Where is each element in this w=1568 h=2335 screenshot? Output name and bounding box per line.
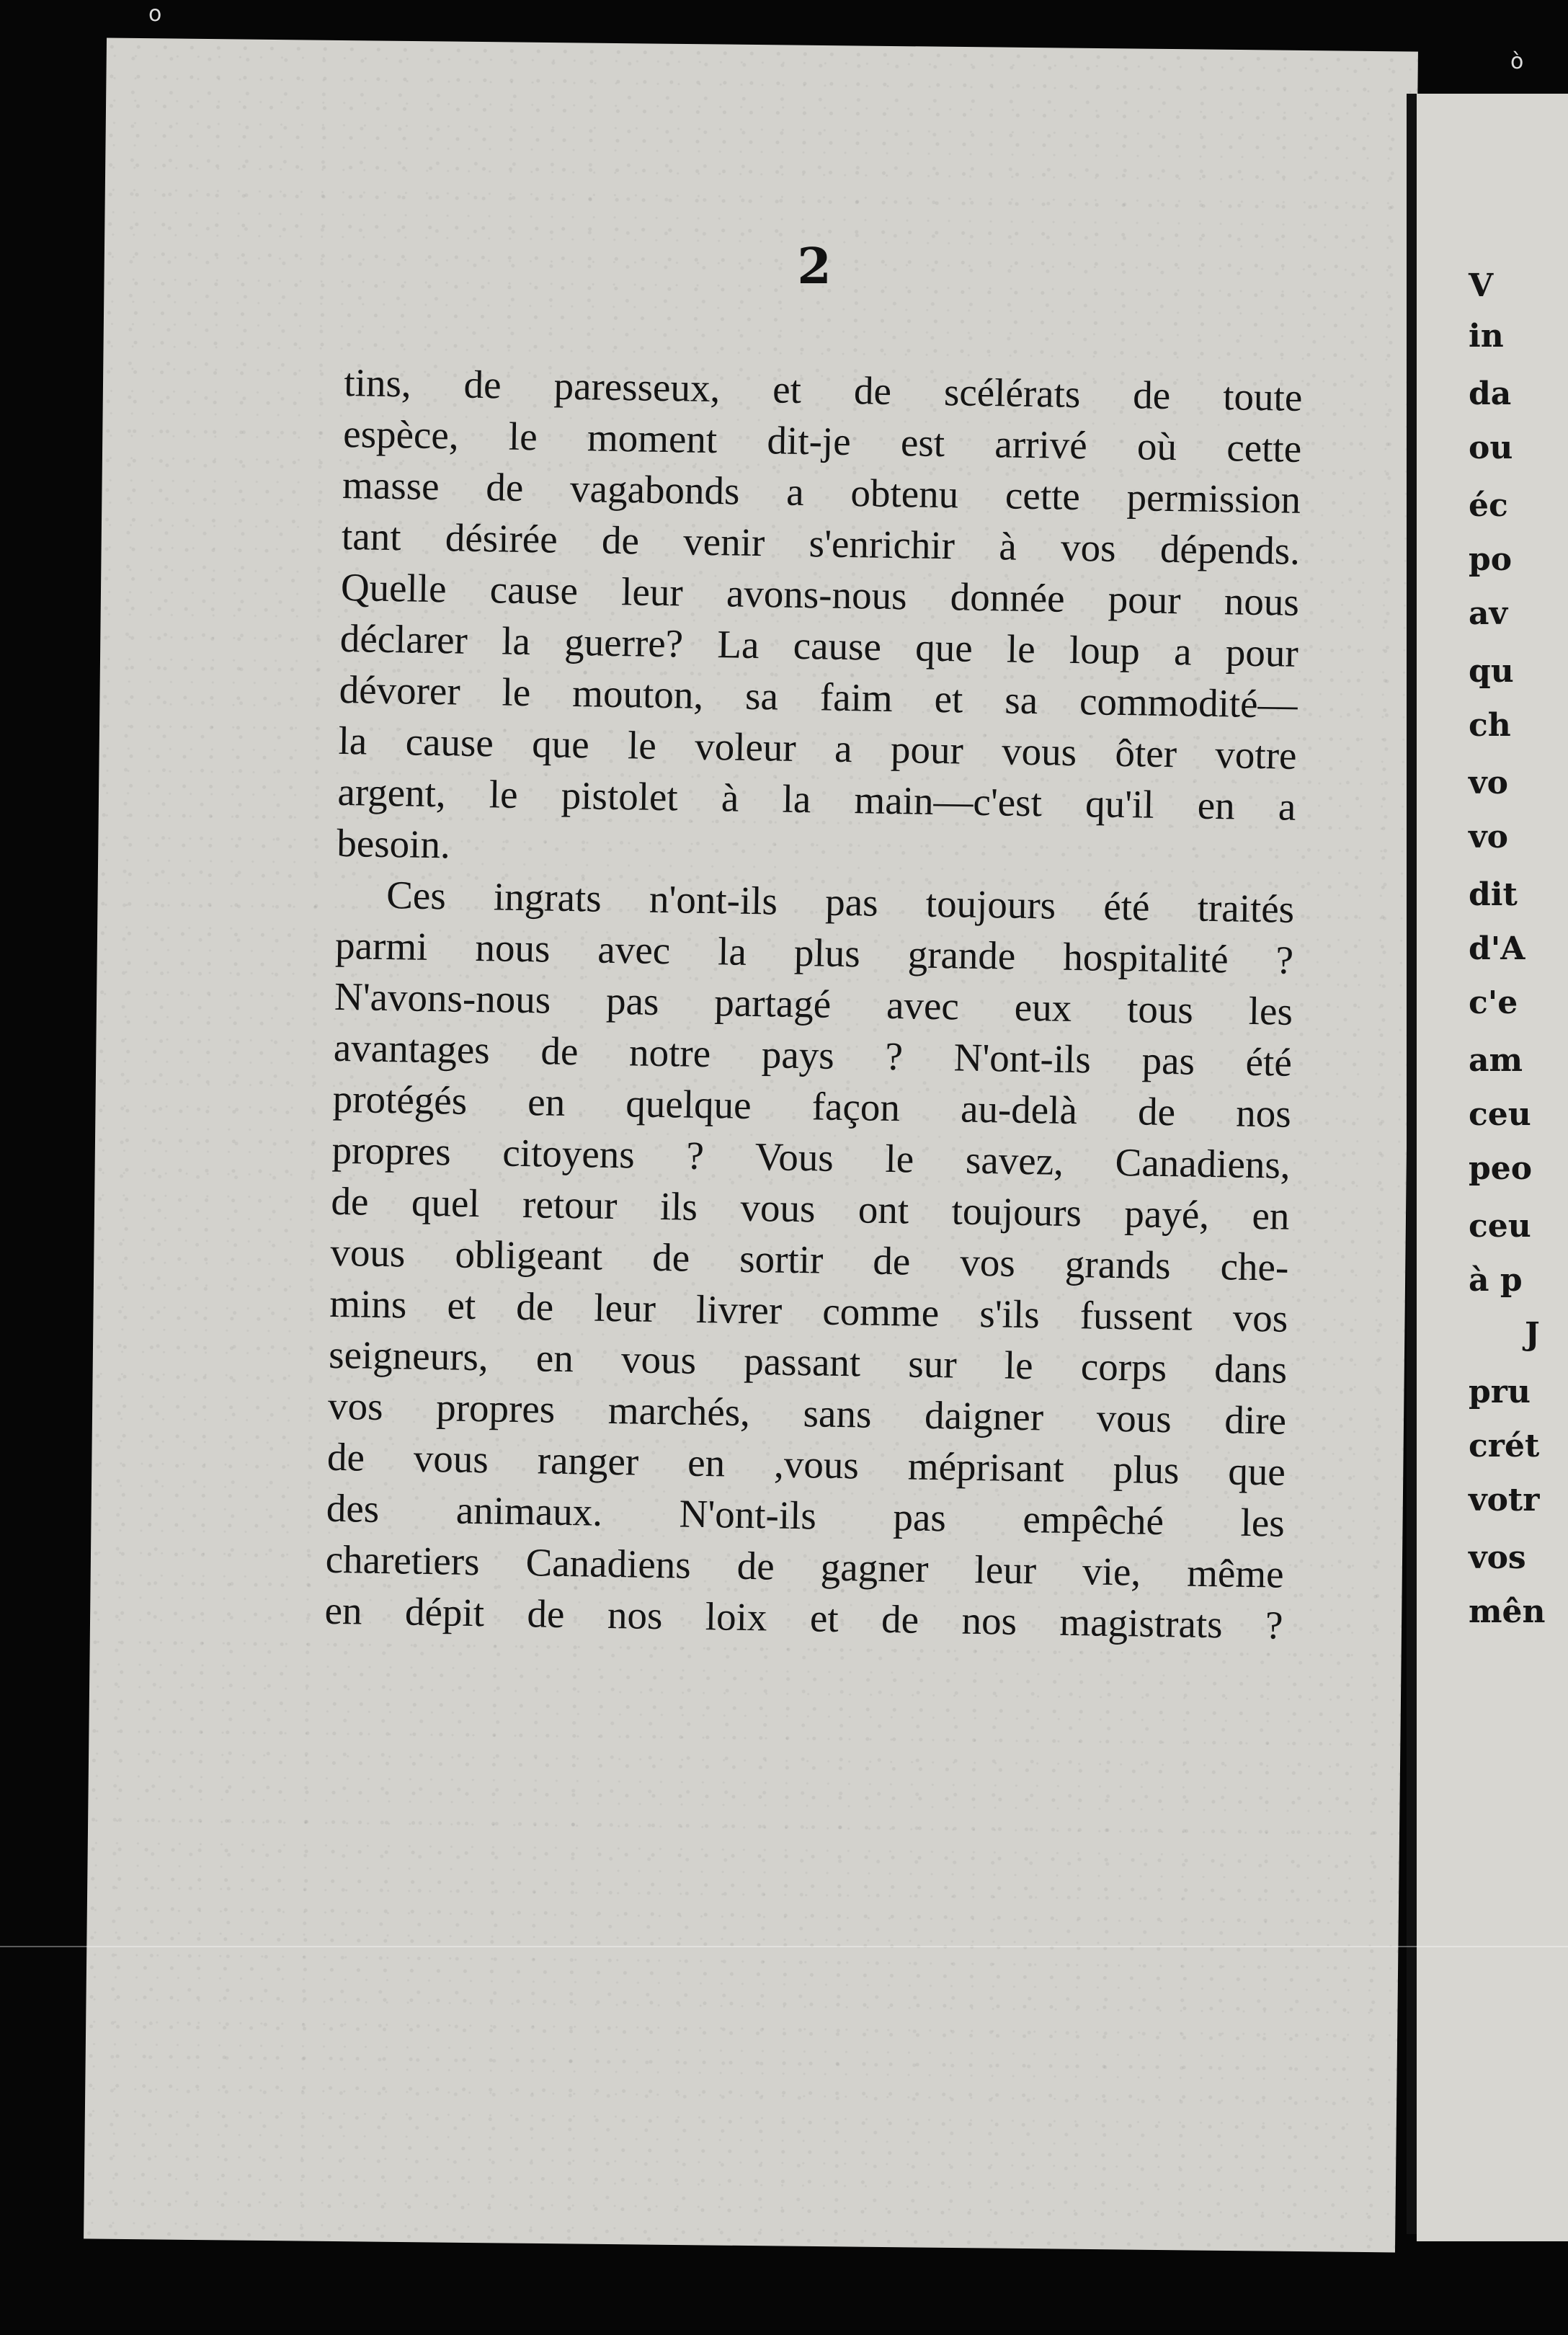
facing-page-fragment: po <box>1469 541 1513 578</box>
text-line: des animaux. N'ont-ils pas empêché les <box>326 1485 1286 1545</box>
facing-page-fragment: ch <box>1469 707 1511 744</box>
text-line: tins, de paresseux, et de scélérats de toute <box>343 360 1303 419</box>
facing-page-fragment: vo <box>1469 819 1508 855</box>
corner-mark-right: ò <box>1510 49 1524 74</box>
facing-page-fragment: av <box>1469 595 1508 632</box>
text-line: déclarer la guerre? La cause que le loup a pour <box>339 615 1299 675</box>
text-line: dévorer le mouton, sa faim et sa commodité— <box>339 667 1298 726</box>
text-line: Ces ingrats n'ont-ils pas toujours été traités <box>386 873 1295 931</box>
facing-page-fragment: c'e <box>1469 984 1518 1021</box>
facing-page-edge <box>1417 94 1568 2241</box>
body-text <box>324 357 1303 1651</box>
text-line: la cause que le voleur a pour vous ôter votre <box>338 718 1297 778</box>
text-line: de vous ranger en ,vous méprisant plus que <box>326 1434 1286 1494</box>
book-gutter <box>1407 94 1417 2234</box>
scan-artifact-line <box>0 1946 1568 1947</box>
facing-page-fragment: peo <box>1469 1150 1533 1187</box>
text-line: propres citoyens ? Vous le savez, Canadiens, <box>331 1127 1291 1187</box>
text-line: argent, le pistolet à la main—c'est qu'il en a <box>337 769 1296 829</box>
text-line: seigneurs, en vous passant sur le corps dans <box>328 1332 1288 1392</box>
text-line: masse de vagabonds a obtenu cette permission <box>342 462 1301 522</box>
text-line: avantages de notre pays ? N'ont-ils pas été <box>333 1025 1293 1085</box>
text-line: protégés en quelque façon au-delà de nos <box>332 1076 1292 1136</box>
text-line: Quelle cause leur avons-nous donnée pour nous <box>340 564 1300 624</box>
facing-page-fragment: J <box>1525 1316 1540 1353</box>
page-number: 2 <box>797 238 832 295</box>
corner-mark-left: o <box>148 1 162 27</box>
facing-page-fragment: ceu <box>1469 1208 1531 1245</box>
text-line: charetiers Canadiens de gagner leur vie, même <box>325 1536 1285 1596</box>
text-line: vous obligeant de sortir de vos grands che- <box>330 1229 1289 1289</box>
facing-page-fragment: d'A <box>1469 930 1525 967</box>
text-line: N'avons-nous pas partagé avec eux tous les <box>334 974 1293 1033</box>
facing-page-fragment: mên <box>1469 1593 1546 1630</box>
facing-page-fragment: vo <box>1469 765 1508 801</box>
text-line: besoin. <box>336 820 451 867</box>
facing-page-fragment: am <box>1469 1042 1523 1079</box>
facing-page-fragment: ou <box>1469 430 1513 466</box>
facing-page-fragment: da <box>1469 375 1512 412</box>
facing-page-fragment: in <box>1469 318 1504 355</box>
text-line: mins et de leur livrer comme s'ils fussent vos <box>329 1281 1288 1340</box>
text-line: parmi nous avec la plus grande hospitalité ? <box>334 922 1294 982</box>
facing-page-fragment: qu <box>1469 653 1514 690</box>
facing-page-fragment: ceu <box>1469 1096 1531 1133</box>
facing-page-fragment: dit <box>1469 876 1518 913</box>
facing-page-fragment: pru <box>1469 1374 1531 1410</box>
text-line: tant désirée de venir s'enrichir à vos dépends. <box>341 513 1301 573</box>
facing-page-fragment: crét <box>1469 1428 1540 1464</box>
text-line: de quel retour ils vous ont toujours payé, en <box>331 1178 1290 1238</box>
facing-page-fragment: éc <box>1469 487 1508 524</box>
facing-page-fragment: V <box>1469 267 1494 304</box>
text-line: vos propres marchés, sans daigner vous dire <box>327 1383 1287 1443</box>
facing-page-fragment: vos <box>1469 1539 1526 1576</box>
facing-page-fragment: à p <box>1469 1262 1523 1299</box>
text-line: en dépit de nos loix et de nos magistrats ? <box>324 1588 1283 1647</box>
facing-page-fragment: votr <box>1469 1482 1540 1518</box>
text-line: espèce, le moment dit-je est arrivé où cette <box>342 411 1302 471</box>
